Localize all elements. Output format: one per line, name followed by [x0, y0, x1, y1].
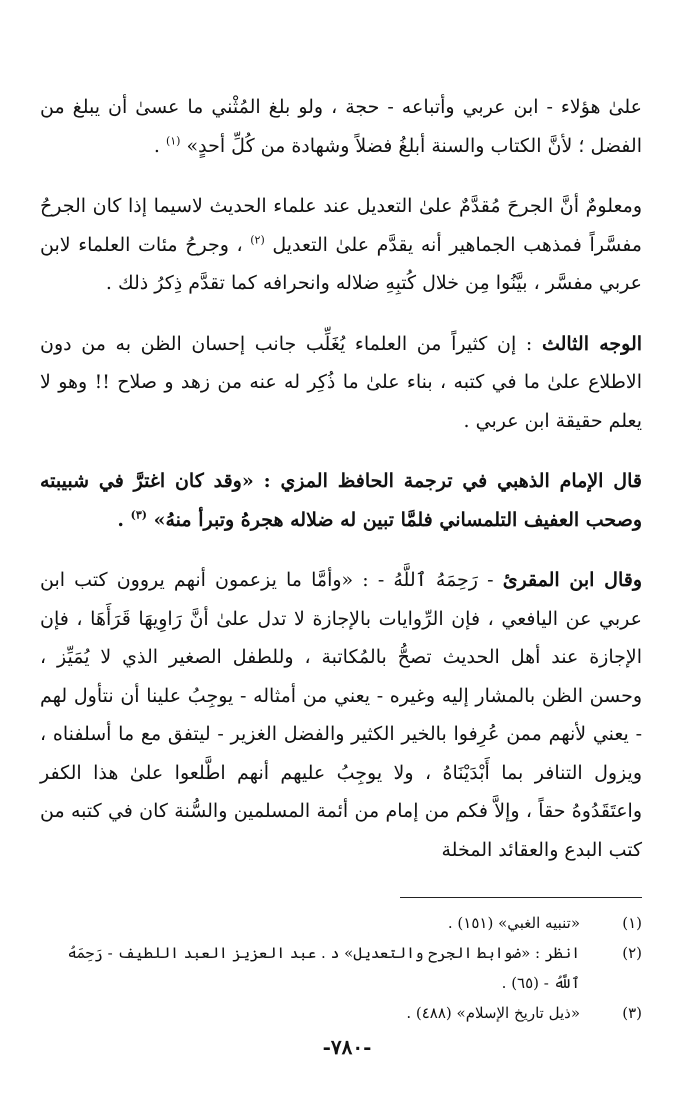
footnote-number: (٢) [622, 944, 642, 962]
footnote-2 [40, 938, 642, 998]
paragraph-2-text: ومعلومٌ أنَّ الجرحَ مُقدَّمٌ علىٰ التعديل عند علماء الحديث لاسيما إذا كان الجرحُ مفسَّراً فمذهب الجماهير أنه يقدَّم علىٰ التعديل [40, 195, 642, 256]
footnotes [40, 908, 642, 1028]
footnote-3 [40, 998, 642, 1028]
footnote-ref-2[interactable]: (٢) [250, 233, 265, 247]
paragraph-3 [40, 325, 642, 441]
footnote-number: (١) [622, 914, 642, 932]
paragraph-3-text: : إن كثيراً من العلماء يُغَلِّب جانب إحسان الظن به من دون الاطلاع علىٰ ما في كتبه ، بناء علىٰ ما ذُكِر له عنه من زهد و صلاح !! وهو لا يعلم حقيقة ابن عربي . [40, 332, 642, 432]
footnote-text: انظر : «ضوابط الجرح والتعديل» د . عبد العزيز العبد اللطيف - رَحِمَهُ ٱللَّهُ - (٦٥) . [67, 944, 580, 992]
paragraph-2-tail: ، وجرحُ مئات العلماء لابن عربي مفسَّر ، بيَّنُوا مِن خلال كُتبِهِ ضلاله وانحرافه كما تقدَّم ذِكرُ ذلك . [40, 233, 642, 294]
footnote-text: «تنبيه الغبي» (١٥١) . [447, 914, 580, 932]
section-heading-third-aspect: الوجه الثالث [541, 332, 643, 355]
page-number: -٧٨٠- [322, 1035, 372, 1059]
page-body [40, 88, 642, 869]
paragraph-1 [40, 88, 642, 165]
paragraph-4-tail: . [117, 508, 124, 531]
footnote-number: (٣) [622, 1004, 642, 1022]
footnote-ref-1[interactable]: (١) [165, 134, 181, 148]
paragraph-5-text: - رَحِمَهُ ٱللَّهُ - : «وأمَّا ما يزعمون أنهم يروون كتب ابن عربي عن اليافعي ، فإن الرِّوايات بالإجازة لا تدل علىٰ أنَّ رَاوِيهَا قَرَأَهَا ، فإن الإجازة عند أهل الحديث تصحُّ بالمُكاتبة ، وللطفل الصغير الذي لا يُمَيِّز ، وحسن الظن بالمشار إليه وغيره - يعني من أمثاله - يوجِبُ علينا أن نتأول لهم - يعني لأنهم ممن عُرِفوا بالخير الكثير والفضل الغزير - ليتفق مع ما أسلفناه ، ويزول التنافر بما أَبْدَيْنَاهُ ، ولا يوجِبُ عليهم أنهم اطَّلعوا علىٰ هذا الكفر واعتَقَدُوهُ حقاً ، وإلاَّ فكم من إمام من أئمة المسلمين والسُّنة كان في كتبه من كتب البدع والعقائد المخلة [40, 569, 642, 861]
footnote-divider [400, 897, 642, 898]
paragraph-4 [40, 462, 642, 539]
footnote-1 [40, 908, 642, 938]
paragraph-5 [40, 561, 642, 869]
paragraph-2 [40, 187, 642, 303]
quote-attribution-ibn-al-muqri: وقال ابن المقرئ [502, 569, 642, 591]
footnote-ref-3[interactable]: (٣) [130, 508, 147, 522]
paragraph-1-text: علىٰ هؤلاء - ابن عربي وأتباعه - حجة ، ولو بلغ المُثْني ما عسىٰ أن يبلغ من الفضل ؛ لأنَّ الكتاب والسنة أبلغُ فضلاً وشهادة من كُلِّ أحدٍ» [40, 96, 642, 157]
footnote-text: «ذيل تاريخ الإسلام» (٤٨٨) . [406, 1004, 580, 1022]
paragraph-1-tail: . [153, 134, 160, 157]
paragraph-4-text: قال الإمام الذهبي في ترجمة الحافظ المزي : «وقد كان اغترَّ في شبيبته وصحب العفيف التلمساني فلمَّا تبين له ضلاله هجرهُ وتبرأ منهُ» [40, 470, 642, 531]
